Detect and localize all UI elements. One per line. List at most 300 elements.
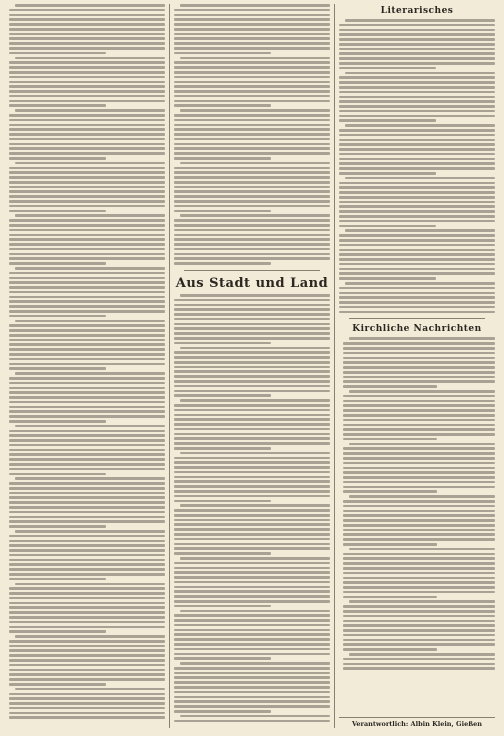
text-line xyxy=(174,205,330,208)
text-line xyxy=(9,525,106,528)
text-line xyxy=(174,433,330,436)
text-line xyxy=(9,367,106,370)
text-line xyxy=(174,676,330,679)
text-line xyxy=(9,473,106,476)
text-line xyxy=(174,152,330,155)
text-line xyxy=(345,19,495,22)
text-line xyxy=(174,380,330,383)
text-line xyxy=(174,351,330,354)
text-line xyxy=(339,263,495,266)
section-heading-stadt-und-land: Aus Stadt und Land xyxy=(175,275,329,291)
text-line xyxy=(180,662,330,665)
text-line xyxy=(9,444,165,447)
text-line xyxy=(343,510,495,513)
text-line xyxy=(174,447,271,450)
text-line xyxy=(174,375,330,378)
text-line xyxy=(343,457,495,460)
text-line xyxy=(180,557,330,560)
text-line xyxy=(9,506,165,509)
text-line xyxy=(174,42,330,45)
text-line xyxy=(339,96,495,99)
text-line xyxy=(9,104,106,107)
text-line xyxy=(343,519,495,522)
text-line xyxy=(343,643,495,646)
text-line xyxy=(339,148,495,151)
text-line xyxy=(15,57,165,60)
text-line xyxy=(174,332,330,335)
text-line xyxy=(174,476,330,479)
text-line xyxy=(9,669,165,672)
text-line xyxy=(343,462,495,465)
text-line xyxy=(343,596,437,599)
text-line xyxy=(9,205,165,208)
text-line xyxy=(9,14,165,17)
text-line xyxy=(9,243,165,246)
text-line xyxy=(343,404,495,407)
text-line xyxy=(9,673,165,676)
text-line xyxy=(9,458,165,461)
text-line xyxy=(9,463,165,466)
text-line xyxy=(174,686,330,689)
text-line xyxy=(339,234,495,237)
text-line xyxy=(343,428,495,431)
text-line xyxy=(174,514,330,517)
text-line xyxy=(9,501,165,504)
text-line xyxy=(174,66,330,69)
text-line xyxy=(174,171,330,174)
text-line xyxy=(174,629,330,632)
text-line xyxy=(343,352,495,355)
text-line xyxy=(174,705,330,708)
text-line xyxy=(174,528,330,531)
text-line xyxy=(339,249,495,252)
text-line xyxy=(339,24,495,27)
text-line xyxy=(343,424,495,427)
text-line xyxy=(174,47,330,50)
text-line xyxy=(9,626,165,629)
text-line xyxy=(174,509,330,512)
text-line xyxy=(349,390,495,393)
text-line xyxy=(15,162,165,165)
text-line xyxy=(174,543,330,546)
text-line xyxy=(345,229,495,232)
text-line xyxy=(174,500,271,503)
text-line xyxy=(343,529,495,532)
text-line xyxy=(180,347,330,350)
text-line xyxy=(9,152,165,155)
text-line xyxy=(9,702,165,705)
text-line xyxy=(174,490,330,493)
text-line xyxy=(9,592,165,595)
text-line xyxy=(339,129,495,132)
text-line xyxy=(339,244,495,247)
text-line xyxy=(9,95,165,98)
text-line xyxy=(343,634,495,637)
text-line xyxy=(9,85,165,88)
text-line xyxy=(9,563,165,566)
text-line xyxy=(174,567,330,570)
text-line xyxy=(343,366,495,369)
text-line xyxy=(180,610,330,613)
text-line xyxy=(349,337,495,340)
text-line xyxy=(9,42,165,45)
text-line xyxy=(9,167,165,170)
text-line xyxy=(9,119,165,122)
text-line xyxy=(343,385,437,388)
text-line xyxy=(339,134,495,137)
text-line xyxy=(9,171,165,174)
text-line xyxy=(9,664,165,667)
text-line xyxy=(343,347,495,350)
text-line xyxy=(174,533,330,536)
text-line xyxy=(9,286,165,289)
text-line xyxy=(345,72,495,75)
text-line xyxy=(174,600,330,603)
text-line xyxy=(9,300,165,303)
text-line xyxy=(339,33,495,36)
text-line xyxy=(180,399,330,402)
text-line xyxy=(9,329,165,332)
text-line xyxy=(9,133,165,136)
text-line xyxy=(174,157,271,160)
text-line xyxy=(174,590,330,593)
text-line xyxy=(9,262,106,265)
text-line xyxy=(174,653,330,656)
text-line xyxy=(9,18,165,21)
text-line xyxy=(339,196,495,199)
text-line xyxy=(174,337,330,340)
text-line xyxy=(9,315,106,318)
text-line xyxy=(343,648,437,651)
text-line xyxy=(174,18,330,21)
text-line xyxy=(9,621,165,624)
text-line xyxy=(180,504,330,507)
text-line xyxy=(339,62,495,65)
text-line xyxy=(343,380,495,383)
text-line xyxy=(9,554,165,557)
text-line xyxy=(339,182,495,185)
text-line xyxy=(339,91,495,94)
text-line xyxy=(9,382,165,385)
text-line xyxy=(174,457,330,460)
text-line xyxy=(9,147,165,150)
text-line xyxy=(9,406,165,409)
text-line xyxy=(9,339,165,342)
text-line xyxy=(343,591,495,594)
text-line xyxy=(339,225,436,228)
text-line xyxy=(343,514,495,517)
text-line xyxy=(345,282,495,285)
text-line xyxy=(9,520,165,523)
text-line xyxy=(174,90,330,93)
text-line xyxy=(174,409,330,412)
editor-credit: Verantwortlich: Albin Klein, Gießen xyxy=(339,717,495,728)
text-line xyxy=(15,372,165,375)
text-line xyxy=(343,553,495,556)
text-line xyxy=(174,143,330,146)
text-line xyxy=(343,639,495,642)
text-line xyxy=(174,76,330,79)
text-line xyxy=(9,678,165,681)
text-line xyxy=(9,210,106,213)
text-line xyxy=(343,500,495,503)
text-line xyxy=(9,439,165,442)
text-line xyxy=(9,606,165,609)
text-line xyxy=(339,172,436,175)
text-line xyxy=(339,215,495,218)
text-line xyxy=(9,578,106,581)
text-line xyxy=(339,67,436,70)
text-line xyxy=(9,415,165,418)
text-line xyxy=(9,597,165,600)
text-line xyxy=(343,452,495,455)
text-line xyxy=(9,28,165,31)
text-line xyxy=(174,605,271,608)
text-line xyxy=(174,248,330,251)
text-line xyxy=(339,158,495,161)
text-line xyxy=(174,614,330,617)
text-line xyxy=(9,277,165,280)
text-line xyxy=(343,467,495,470)
text-line xyxy=(339,258,495,261)
text-line xyxy=(343,557,495,560)
text-line xyxy=(180,294,330,297)
text-line xyxy=(339,81,495,84)
column-3 xyxy=(335,4,499,728)
text-line xyxy=(15,688,165,691)
text-line xyxy=(174,437,330,440)
section-divider xyxy=(349,318,485,319)
text-line xyxy=(343,629,495,632)
text-line xyxy=(9,90,165,93)
text-line xyxy=(174,442,330,445)
text-line xyxy=(339,272,495,275)
text-line xyxy=(339,76,495,79)
text-line xyxy=(9,396,165,399)
text-line xyxy=(174,190,330,193)
text-line xyxy=(9,387,165,390)
text-line xyxy=(339,38,495,41)
text-line xyxy=(343,581,495,584)
text-line xyxy=(9,363,165,366)
text-line xyxy=(174,681,330,684)
text-line xyxy=(343,605,495,608)
text-line xyxy=(9,181,165,184)
text-line xyxy=(15,4,165,7)
text-line xyxy=(174,234,330,237)
text-line xyxy=(9,157,106,160)
text-line xyxy=(9,568,165,571)
text-line xyxy=(339,86,495,89)
text-line xyxy=(343,667,495,670)
column-3-church-text xyxy=(339,337,495,672)
text-line xyxy=(9,353,165,356)
text-line xyxy=(9,482,165,485)
text-line xyxy=(174,262,271,265)
text-line xyxy=(349,600,495,603)
text-line xyxy=(9,434,165,437)
text-line xyxy=(9,401,165,404)
text-line xyxy=(343,663,495,666)
text-line xyxy=(339,100,495,103)
column-2-top-text xyxy=(174,4,330,267)
text-line xyxy=(9,511,165,514)
text-line xyxy=(9,707,165,710)
text-line xyxy=(180,57,330,60)
text-line xyxy=(339,162,495,165)
text-line xyxy=(15,477,165,480)
text-line xyxy=(339,239,495,242)
text-line xyxy=(343,438,437,441)
text-line xyxy=(9,544,165,547)
text-line xyxy=(343,361,495,364)
text-line xyxy=(343,433,495,436)
text-line xyxy=(174,195,330,198)
text-line xyxy=(9,76,165,79)
text-line xyxy=(174,576,330,579)
newspaper-page xyxy=(5,4,499,728)
text-line xyxy=(9,324,165,327)
text-line xyxy=(174,147,330,150)
text-line xyxy=(343,357,495,360)
text-line xyxy=(174,552,271,555)
text-line xyxy=(174,485,330,488)
text-line xyxy=(339,296,495,299)
text-line xyxy=(343,538,495,541)
text-line xyxy=(174,404,330,407)
text-line xyxy=(9,377,165,380)
text-line xyxy=(174,224,330,227)
text-line xyxy=(9,296,165,299)
text-line xyxy=(9,348,165,351)
column-3-literary-text xyxy=(339,19,495,315)
text-line xyxy=(339,311,495,314)
text-line xyxy=(343,658,495,661)
text-line xyxy=(174,200,330,203)
text-line xyxy=(343,562,495,565)
text-line xyxy=(174,691,330,694)
text-line xyxy=(174,61,330,64)
text-line xyxy=(339,301,495,304)
text-line xyxy=(339,52,495,55)
text-line xyxy=(9,697,165,700)
text-line xyxy=(174,619,330,622)
text-line xyxy=(15,267,165,270)
text-line xyxy=(9,712,165,715)
text-line xyxy=(339,119,436,122)
text-line xyxy=(9,649,165,652)
text-line xyxy=(9,549,165,552)
text-line xyxy=(345,124,495,127)
text-line xyxy=(174,104,271,107)
text-line xyxy=(174,423,330,426)
text-line xyxy=(9,186,165,189)
text-line xyxy=(174,327,330,330)
text-line xyxy=(9,66,165,69)
text-line xyxy=(339,292,495,295)
text-line xyxy=(174,313,330,316)
text-line xyxy=(339,186,495,189)
text-line xyxy=(349,548,495,551)
text-line xyxy=(339,110,495,113)
text-line xyxy=(174,33,330,36)
text-line xyxy=(9,492,165,495)
text-line xyxy=(339,306,495,309)
text-line xyxy=(9,654,165,657)
text-line xyxy=(343,533,495,536)
text-line xyxy=(174,538,330,541)
text-line xyxy=(9,468,165,471)
section-heading-literarisches: Literarisches xyxy=(380,6,454,16)
text-line xyxy=(9,37,165,40)
text-line xyxy=(339,201,495,204)
text-line xyxy=(9,573,165,576)
text-line xyxy=(174,308,330,311)
text-line xyxy=(339,29,495,32)
text-line xyxy=(174,81,330,84)
text-line xyxy=(174,133,330,136)
text-line xyxy=(174,243,330,246)
section-divider xyxy=(184,270,320,271)
text-line xyxy=(174,418,330,421)
text-line xyxy=(339,139,495,142)
text-line xyxy=(9,487,165,490)
text-line xyxy=(9,52,106,55)
text-line xyxy=(339,115,495,118)
text-line xyxy=(9,143,165,146)
text-line xyxy=(339,191,495,194)
text-line xyxy=(174,370,330,373)
text-line xyxy=(174,342,271,345)
text-line xyxy=(9,716,165,719)
text-line xyxy=(15,109,165,112)
text-line xyxy=(174,595,330,598)
text-line xyxy=(9,391,165,394)
text-line xyxy=(174,52,271,55)
text-line xyxy=(9,128,165,131)
text-line xyxy=(339,167,495,170)
text-line xyxy=(174,648,330,651)
text-line xyxy=(343,481,495,484)
text-line xyxy=(343,342,495,345)
text-line xyxy=(174,519,330,522)
text-line xyxy=(343,524,495,527)
text-line xyxy=(9,453,165,456)
text-line xyxy=(349,653,495,656)
text-line xyxy=(339,220,495,223)
text-line xyxy=(174,428,330,431)
text-line xyxy=(343,577,495,580)
text-line xyxy=(9,281,165,284)
text-line xyxy=(174,385,330,388)
text-line xyxy=(9,138,165,141)
text-line xyxy=(9,449,165,452)
text-line xyxy=(174,700,330,703)
text-line xyxy=(349,495,495,498)
text-line xyxy=(9,61,165,64)
text-line xyxy=(174,323,330,326)
text-line xyxy=(9,559,165,562)
text-line xyxy=(174,304,330,307)
text-line xyxy=(343,620,495,623)
text-line xyxy=(9,410,165,413)
text-line xyxy=(174,624,330,627)
text-line xyxy=(174,696,330,699)
text-line xyxy=(174,14,330,17)
text-line xyxy=(174,124,330,127)
text-line xyxy=(343,371,495,374)
text-line xyxy=(174,9,330,12)
